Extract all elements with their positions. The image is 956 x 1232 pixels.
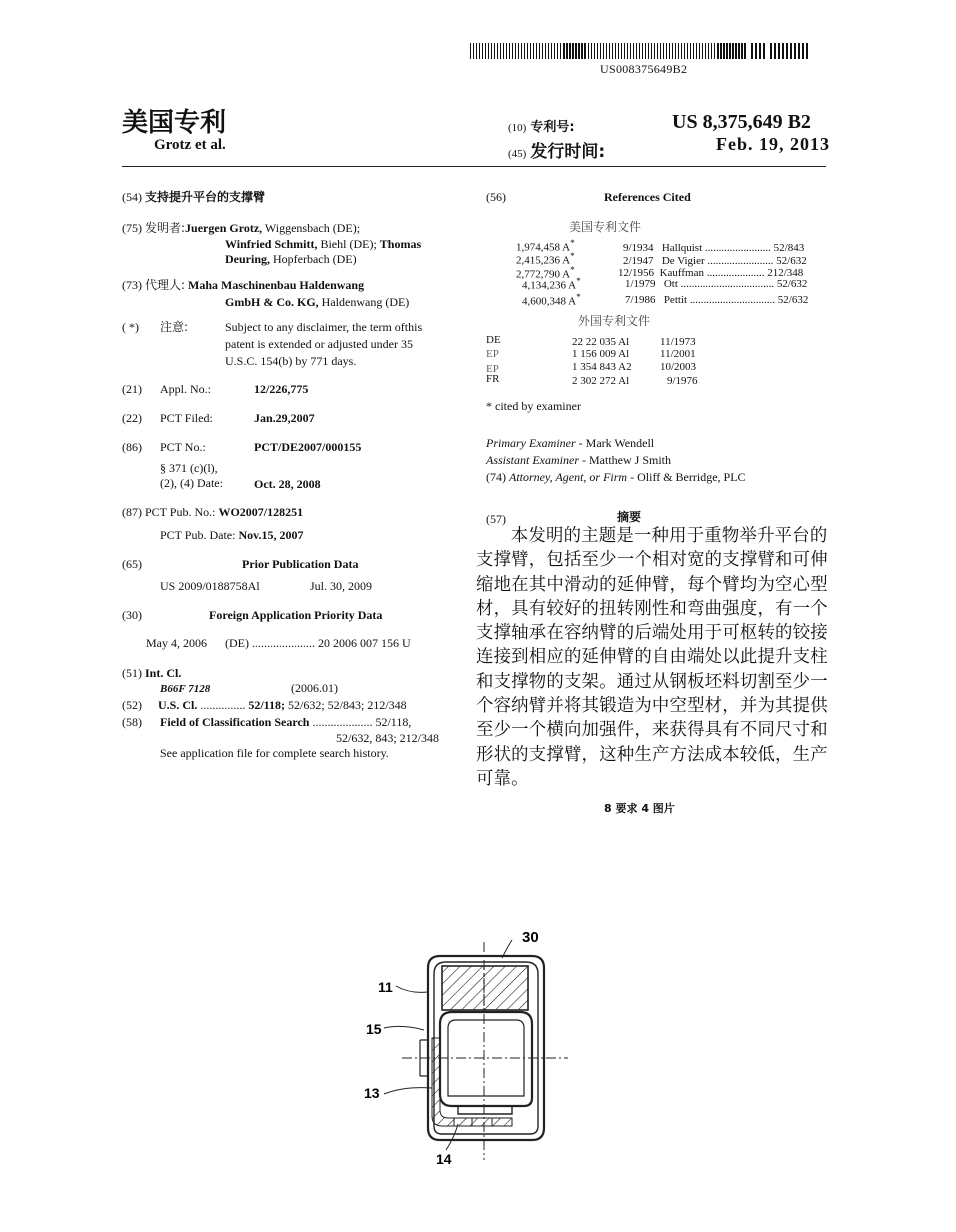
date-label: 发行时间: (530, 142, 606, 162)
date-label-group (508, 137, 605, 162)
intcl-class-value: B66F 7128 (160, 683, 211, 695)
field-value-2: 52/632, 843; 212/348 (336, 731, 440, 745)
patent-figure-cross-section (362, 928, 574, 1168)
foreign-ref-date: 11/2001 (660, 348, 696, 360)
us-ref-number: 4,134,236 (522, 279, 566, 292)
primary-examiner-label: Primary Examiner (486, 436, 576, 450)
us-ref-dots: .................................. (680, 278, 775, 290)
foreign-ref-country: EP (486, 348, 499, 360)
s371-date: Oct. 28, 2008 (254, 477, 321, 491)
prior-date: Jul. 30, 2009 (310, 579, 373, 593)
pub-no-field (122, 504, 303, 520)
us-ref-kind: A (562, 254, 571, 267)
us-ref-name: Ott (663, 278, 678, 290)
foreign-ref-number: 22 22 035 Al (572, 336, 630, 348)
intcl-class (160, 680, 210, 697)
s371-line-2: (2), (4) Date: (160, 476, 223, 490)
figure-label-13: 13 (364, 1085, 380, 1101)
assignee-label: 代理人: (145, 278, 186, 292)
notice-line-2: patent is extended or adjusted under 35 (225, 337, 413, 351)
pct-no-label: PCT No.: (160, 440, 206, 454)
assignee-name-a: Maha Maschinenbau Haldenwang (188, 278, 365, 292)
inventors-line-2 (225, 236, 421, 252)
intcl-year: (2006.01) (291, 681, 338, 695)
assignee-line-2 (225, 294, 409, 310)
assistant-examiner-value: - Matthew J Smith (579, 453, 671, 467)
us-ref-kind: A (568, 295, 577, 308)
uscl-dots: ............... (200, 698, 246, 712)
foreign-entry: May 4, 2006 (DE) ..................... 20 2006 007 156 U (146, 636, 411, 650)
patent-no-label: 专利号: (530, 120, 575, 135)
uscl-main: 52/118; (248, 698, 286, 712)
refs-title: References Cited (604, 190, 691, 204)
us-ref-name: Hallquist (661, 242, 703, 254)
inventors-line-3 (225, 251, 357, 267)
figure-label-14: 14 (436, 1151, 452, 1167)
us-ref-date: 12/1956 (618, 267, 655, 279)
inventor-1-name: Juergen Grotz, (185, 221, 263, 235)
us-ref-dots: ........................ (707, 255, 774, 267)
foreign-ref-number: 1 156 009 Al (572, 348, 630, 360)
inner-arm-profile (440, 1012, 532, 1106)
us-ref-date: 9/1934 (623, 242, 654, 254)
us-ref-kind: A (562, 241, 571, 254)
us-ref-kind: A (568, 279, 577, 292)
field-label: Field of Classification Search (160, 715, 310, 729)
field-search (160, 714, 411, 730)
us-ref-date: 2/1947 (623, 255, 654, 267)
us-ref-detail (625, 294, 808, 306)
figure-label-30: 30 (522, 929, 539, 946)
pct-filed-value: Jan.29,2007 (254, 411, 315, 425)
see-application: See application file for complete search history. (160, 746, 389, 760)
inventor-2-location: Biehl (DE); (317, 237, 377, 251)
foreign-ref-country: DE (486, 334, 501, 346)
intcl-field (122, 665, 181, 681)
inventor-3-location: Hopferbach (DE) (270, 252, 357, 266)
pct-filed-label: PCT Filed: (160, 411, 213, 425)
us-ref-number: 2,772,790 (516, 268, 560, 281)
us-ref-star: * (576, 276, 581, 286)
pub-date-label: PCT Pub. Date: (160, 528, 236, 542)
foreign-ref-date: 9/1976 (667, 375, 698, 387)
barcode (470, 43, 810, 59)
us-ref-detail (623, 255, 807, 267)
us-ref-name: De Vigier (661, 255, 705, 267)
reinforcement-block (442, 966, 528, 1010)
uscl-code: (52) (122, 698, 142, 712)
inventor-3-name-b: Deuring, (225, 252, 270, 266)
us-ref-row (522, 292, 581, 308)
inventors-field (122, 220, 360, 236)
appl-label: Appl. No.: (160, 382, 211, 396)
primary-examiner-value: - Mark Wendell (575, 436, 655, 450)
cited-by-examiner: * cited by examiner (486, 399, 581, 413)
appl-value: 12/226,775 (254, 382, 309, 396)
us-ref-date: 1/1979 (625, 278, 656, 290)
us-ref-number: 4,600,348 (522, 295, 566, 308)
pub-no-value: WO2007/128251 (218, 505, 304, 519)
us-ref-star: * (576, 292, 581, 302)
title-field (122, 189, 265, 205)
uscl-label: U.S. Cl. (158, 698, 198, 712)
intcl-code: (51) (122, 666, 142, 680)
foreign-ref-date: 10/2003 (660, 361, 697, 373)
header-divider (122, 166, 826, 167)
notice-line-3: U.S.C. 154(b) by 771 days. (225, 354, 357, 368)
us-ref-number: 1,974,458 (516, 241, 560, 254)
us-ref-date: 7/1986 (625, 294, 656, 306)
refs-code: (56) (486, 190, 506, 204)
us-ref-name: Pettit (663, 294, 688, 306)
notice-label: 注意: (160, 320, 189, 334)
foreign-ref-number: 2 302 272 Al (572, 375, 630, 387)
barcode-number: US008375649B2 (600, 62, 688, 76)
pct-no-value: PCT/DE2007/000155 (254, 440, 362, 454)
us-ref-class: 52/632 (776, 255, 807, 267)
pub-no-label: (87) PCT Pub. No.: (122, 505, 216, 519)
patent-title: 支持提升平台的支撑臂 (145, 190, 266, 204)
us-ref-dots: ..................... (706, 267, 765, 279)
notice-code: ( *) (122, 320, 139, 334)
figure-label-15: 15 (366, 1021, 382, 1037)
us-ref-number: 2,415,236 (516, 254, 560, 267)
us-docs-title: 美国专利文件 (569, 220, 642, 234)
us-ref-detail (623, 242, 804, 254)
inventor-short: Grotz et al. (154, 137, 226, 153)
inventor-3-name-a: Thomas (379, 237, 422, 251)
patent-no-label-group (508, 116, 575, 136)
field-dots: .................... (312, 715, 373, 729)
inventor-1-location: Wiggensbach (DE); (262, 221, 361, 235)
foreign-ref-country: FR (486, 373, 500, 385)
attorney-code: (74) (486, 470, 506, 484)
pct-filed-code: (22) (122, 411, 142, 425)
patent-no-code: (10) (508, 122, 527, 134)
us-ref-row (522, 276, 581, 292)
abstract-title: 摘要 (617, 510, 642, 524)
pct-no-code: (86) (122, 440, 142, 454)
notice-line-1: Subject to any disclaimer, the term ofthis (225, 320, 423, 334)
us-ref-star: * (570, 251, 575, 261)
pub-date-value: Nov.15, 2007 (238, 528, 304, 542)
assistant-examiner (486, 452, 671, 468)
lower-wall-hatch (432, 1038, 512, 1126)
inventors-code: (75) (122, 221, 142, 235)
figure-label-11: 11 (378, 979, 393, 995)
us-ref-name: Kauffman (659, 267, 704, 279)
prior-title: Prior Publication Data (242, 557, 359, 571)
attorney (486, 469, 746, 485)
us-ref-star: * (570, 238, 575, 248)
us-ref-kind: A (562, 268, 571, 281)
us-ref-dots: ........................ (704, 242, 771, 254)
assignee-field (122, 277, 364, 293)
assignee-name-b: GmbH & Co. KG, (225, 295, 319, 309)
assistant-examiner-label: Assistant Examiner (486, 453, 579, 467)
us-ref-star: * (570, 265, 575, 275)
uscl-rest: 52/632; 52/843; 212/348 (285, 698, 407, 712)
foreign-code: (30) (122, 608, 142, 622)
attorney-label: Attorney, Agent, or Firm (509, 470, 628, 484)
appl-code: (21) (122, 382, 142, 396)
primary-examiner (486, 435, 654, 451)
uscl-field (158, 697, 407, 713)
us-ref-class: 212/348 (767, 267, 804, 279)
patent-number: US 8,375,649 B2 (672, 111, 811, 133)
field-value-1: 52/118, (375, 715, 412, 729)
abstract-code: (57) (486, 512, 506, 526)
us-ref-class: 52/632 (776, 278, 808, 290)
us-ref-dots: ............................... (689, 294, 776, 306)
assignee-code: (73) (122, 278, 142, 292)
us-ref-detail (625, 278, 807, 290)
attorney-value: - Oliff & Berridge, PLC (627, 470, 746, 484)
inventor-2-name: Winfried Schmitt, (225, 237, 318, 251)
us-ref-class: 52/843 (773, 242, 805, 254)
title-code: (54) (122, 190, 142, 204)
foreign-ref-country: EP (486, 363, 499, 375)
pub-date-field (160, 527, 303, 543)
date-code: (45) (508, 148, 527, 160)
foreign-ref-number: 1 354 843 A2 (572, 361, 632, 373)
foreign-ref-date: 11/1973 (660, 336, 696, 348)
foreign-docs-title: 外国专利文件 (578, 314, 651, 328)
intcl-label: Int. Cl. (145, 666, 182, 680)
prior-entry: US 2009/0188758Al (160, 579, 260, 593)
claims-summary: 8 要求 4 图片 (604, 802, 675, 815)
s371-line-1: § 371 (c)(l), (160, 461, 218, 475)
us-ref-class: 52/632 (777, 294, 809, 306)
field-code: (58) (122, 715, 142, 729)
inventors-label: 发明者: (145, 221, 186, 235)
prior-code: (65) (122, 557, 142, 571)
abstract-text: 本发明的主题是一种用于重物举升平台的支撑臂，包括至少一个相对宽的支撑臂和可伸缩地在其中滑动的延伸臂，每个臂均为空心型材，具有较好的扭转刚性和弯曲强度，有一个支撑轴承在容纳臂的后端处用于可枢转的铰接连接到相应的延伸臂的自由端处以此提升支柱和支撑物的支架。通过从钢板坯料切割至少一个容纳臂并将其锻造为中空型材，并为其提供至少一个横向加强件，来获得具有不同尺寸和形状的支撑臂，这种生产方法成本较低，生产可靠。 (476, 526, 828, 789)
foreign-title: Foreign Application Priority Data (209, 608, 383, 622)
assignee-location: Haldenwang (DE) (318, 295, 410, 309)
country-title: 美国专利 (122, 108, 227, 138)
issue-date: Feb. 19, 2013 (716, 134, 830, 154)
